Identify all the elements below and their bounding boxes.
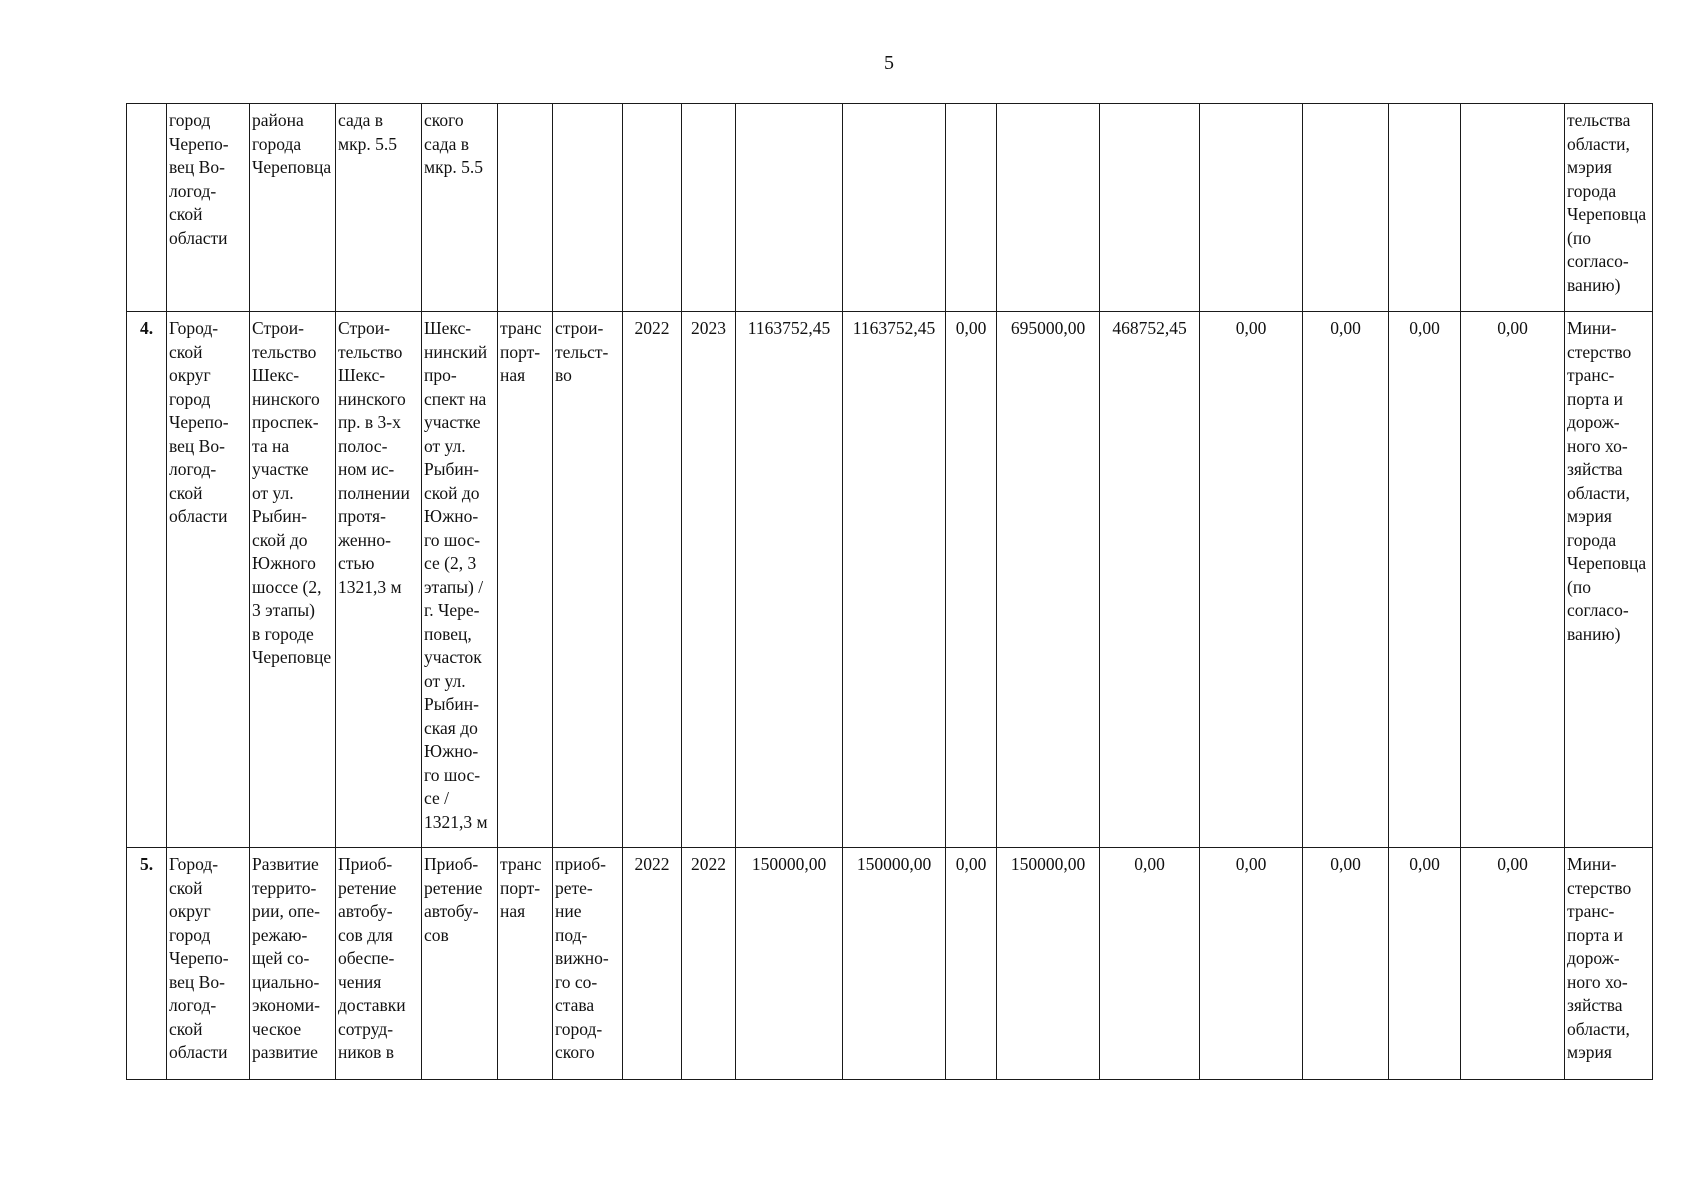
municipality-cell: Город- ской округ город Черепо- вец Во- логод- ской области	[167, 312, 250, 848]
table-row	[127, 312, 1653, 848]
year-end-cell: 2022	[682, 848, 736, 1080]
work-type-cell	[553, 104, 623, 312]
value-cell	[1200, 104, 1303, 312]
table-row	[127, 848, 1653, 1080]
page-number: 5	[884, 52, 894, 74]
total-cost-cell: 1163752,45	[736, 312, 843, 848]
value-cell: 0,00	[1303, 848, 1389, 1080]
responsible-cell: тельства области, мэрия города Череповца (по согласо- ванию)	[1565, 104, 1653, 312]
responsible-cell: Мини- стерство транс- порта и дорож- ного хо- зяйства области, мэрия города Череповца (по согласо- ванию)	[1565, 312, 1653, 848]
value-cell	[1461, 104, 1565, 312]
value-cell: 0,00	[1303, 312, 1389, 848]
value-cell: 0,00	[1461, 848, 1565, 1080]
total-cost-cell: 150000,00	[736, 848, 843, 1080]
total-cost-2-cell: 150000,00	[843, 848, 946, 1080]
row-number	[127, 104, 167, 312]
year-end-cell	[682, 104, 736, 312]
object-short-cell: Шекс- нинский про- спект на участке от ул. Рыбин- ской до Южно- го шос- се (2, 3 этапы) / г. Чере- повец, участок от ул. Рыбин- ская до Южно- го шос- се / 1321,3 м	[422, 312, 498, 848]
row-number: 4.	[127, 312, 167, 848]
total-cost-2-cell: 1163752,45	[843, 312, 946, 848]
value-cell: 468752,45	[1100, 312, 1200, 848]
project-cell: района города Череповца	[250, 104, 336, 312]
value-cell	[946, 104, 997, 312]
value-cell: 0,00	[1461, 312, 1565, 848]
work-type-cell: приоб- рете- ние под- вижно- го со- става город- ского	[553, 848, 623, 1080]
year-end-cell: 2023	[682, 312, 736, 848]
project-cell: Строи- тельство Шекс- нинского проспек- та на участке от ул. Рыбин- ской до Южного шоссе (2, 3 этапы) в городе Череповце	[250, 312, 336, 848]
object-name-cell: Строи- тельство Шекс- нинского пр. в 3-х полос- ном ис- полнении протя- женно- стью 1321,3 м	[336, 312, 422, 848]
year-start-cell: 2022	[623, 312, 682, 848]
object-short-cell: ского сада в мкр. 5.5	[422, 104, 498, 312]
value-cell	[997, 104, 1100, 312]
work-type-cell: строи- тельст- во	[553, 312, 623, 848]
municipality-cell: город Черепо- вец Во- логод- ской области	[167, 104, 250, 312]
value-cell: 0,00	[946, 848, 997, 1080]
value-cell: 0,00	[946, 312, 997, 848]
value-cell: 0,00	[1389, 848, 1461, 1080]
value-cell: 0,00	[1100, 848, 1200, 1080]
value-cell	[1303, 104, 1389, 312]
responsible-cell: Мини- стерство транс- порта и дорож- ного хо- зяйства области, мэрия	[1565, 848, 1653, 1080]
value-cell: 0,00	[1200, 312, 1303, 848]
value-cell	[1389, 104, 1461, 312]
industry-cell: транс порт- ная	[498, 312, 553, 848]
project-cell: Развитие террито- рии, опе- режаю- щей со- циально- экономи- ческое развитие	[250, 848, 336, 1080]
value-cell: 150000,00	[997, 848, 1100, 1080]
year-start-cell: 2022	[623, 848, 682, 1080]
year-start-cell	[623, 104, 682, 312]
total-cost-2-cell	[843, 104, 946, 312]
object-name-cell: сада в мкр. 5.5	[336, 104, 422, 312]
total-cost-cell	[736, 104, 843, 312]
industry-cell	[498, 104, 553, 312]
investment-projects-table	[126, 103, 1653, 1080]
value-cell: 0,00	[1389, 312, 1461, 848]
value-cell: 0,00	[1200, 848, 1303, 1080]
object-name-cell: Приоб- ретение автобу- сов для обеспе- чения доставки сотруд- ников в	[336, 848, 422, 1080]
industry-cell: транс порт- ная	[498, 848, 553, 1080]
municipality-cell: Город- ской округ город Черепо- вец Во- логод- ской области	[167, 848, 250, 1080]
table-row	[127, 104, 1653, 312]
value-cell: 695000,00	[997, 312, 1100, 848]
object-short-cell: Приоб- ретение автобу- сов	[422, 848, 498, 1080]
row-number: 5.	[127, 848, 167, 1080]
value-cell	[1100, 104, 1200, 312]
